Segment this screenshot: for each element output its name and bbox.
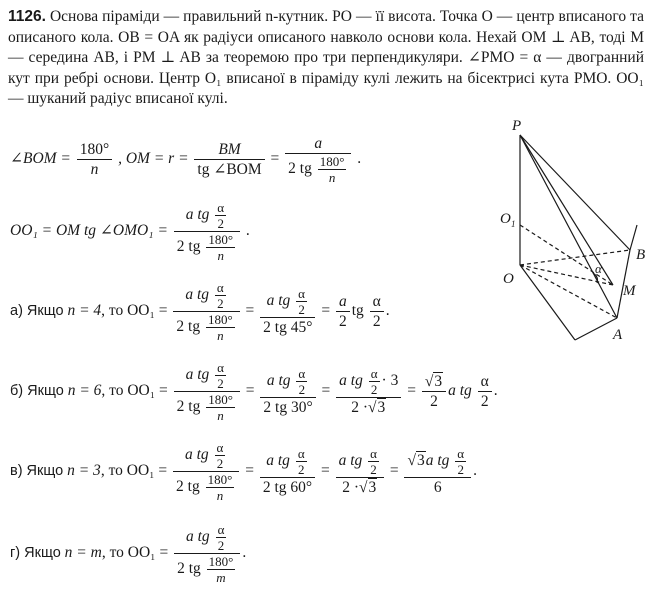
radicand: 3 [368,479,377,496]
denominator-text: 2 tg [176,238,201,256]
fraction [174,360,240,423]
small-fraction [215,360,226,391]
case-variable: n = 3 [67,462,101,480]
small-fraction [215,280,226,311]
fraction [173,280,239,343]
radicand: 3 [377,399,386,416]
equals-sign: = [270,150,280,168]
fraction [174,522,240,585]
fraction [174,200,240,263]
numerator: α [370,446,377,461]
radicand: 3 [416,452,425,470]
label-b: B [636,247,646,263]
label-o: O [503,271,514,287]
numerator: a [314,135,323,152]
small-fraction [207,554,236,585]
base-bottom [575,318,617,340]
punctuation: . [242,544,247,562]
numerator: α [216,440,224,455]
denominator: 2 [216,456,224,471]
numerator-text: a tg [266,452,290,470]
label-o1-sub: 1 [511,219,516,229]
fraction [173,440,239,503]
numerator-text: a tg [184,446,209,464]
denominator-text: 2 tg [176,318,201,336]
numerator: α [298,366,306,381]
formula-text: ∠BOM = [10,150,71,168]
fraction: a tg $\frac{\alpha}{2}$ · 3 2 ·√3 [336,366,401,417]
case-label: б) Якщо [10,383,64,400]
edge-pb [520,135,630,250]
numerator-text: a tg [338,452,363,470]
radicand: 3 [434,373,443,390]
fraction [336,292,350,331]
fraction [370,292,384,331]
denominator: 2 [217,296,224,311]
denominator: 2 [338,313,347,330]
denominator: 2 tg 45° [263,319,313,336]
numerator-text: a tg [185,206,210,224]
base-ob [520,250,630,265]
denominator-text: 2 · [351,399,369,416]
equals-sign: = [407,382,416,400]
small-fraction [296,446,307,477]
denominator: 2 [217,538,225,553]
formula-case-b [10,360,498,423]
denominator: 2 [370,382,378,397]
denominator-text: 2 tg [288,160,312,178]
numerator: 180° [77,140,112,160]
denominator-text: 2 tg [176,478,200,496]
numerator-text: a tg [266,372,291,390]
small-fraction [215,440,226,471]
numerator: α [457,446,465,461]
equals-sign: = [320,462,330,480]
numerator: α [217,522,225,537]
small-fraction [368,446,379,477]
case-label: г) Якщо [10,545,61,562]
case-label: в) Якщо [10,463,64,480]
small-fraction [296,366,307,397]
denominator: 2 [430,393,438,410]
denominator: 2 [370,462,377,477]
base-left [520,265,575,340]
function-name: tg [351,302,364,320]
formula-case-d [10,522,246,585]
denominator: 2 tg 60° [262,479,313,496]
formula-text: , OM = r = [118,150,189,168]
denominator: n [90,161,99,178]
numerator-text: a tg [425,452,450,470]
pyramid-figure [495,115,650,345]
numerator: 180° [319,154,345,169]
formula-oo1-general [10,200,250,263]
numerator: 180° [208,232,234,247]
denominator: n [216,488,224,503]
denominator: n [217,328,224,343]
equals-sign: = [245,462,254,480]
numerator-text: a tg [186,528,210,546]
formula-text: , то OO₁ = [101,382,168,400]
formula-text: a tg [448,382,472,400]
equals-sign: = [245,302,255,320]
numerator: α [370,292,384,312]
small-fraction [455,446,466,477]
fraction [285,134,351,185]
fraction [260,446,315,497]
label-m: M [623,283,636,299]
numerator-text: · 3 [381,372,399,390]
punctuation: . [357,150,362,168]
small-fraction [296,286,307,317]
formula-bom-om [10,134,361,185]
denominator: 2 [298,382,306,397]
punctuation: . [245,222,250,240]
fraction: $\frac{√3}{2}$ [422,372,446,411]
equals-sign: = [321,302,331,320]
formula-case-a [10,280,390,343]
numerator: α [216,280,224,295]
case-variable: n = 6 [67,382,102,400]
equals-sign: = [245,382,255,400]
formula-text: , то OO₁ = [101,302,168,320]
equals-sign: = [321,382,331,400]
numerator-text: a tg [339,372,363,390]
denominator: 2 [480,393,489,410]
numerator: α [478,372,492,392]
bisector-mo1 [520,225,613,285]
formula-text: OO₁ = OM tg ∠OMO₁ = [10,222,168,240]
denominator: 2 [372,313,381,330]
denominator: tg ∠BOM [197,161,262,178]
edge-pa [520,135,617,318]
label-o1: O [500,211,511,227]
numerator: BM [218,141,241,158]
equals-sign: = [389,462,399,480]
punctuation: . [473,462,477,480]
formula-text: , то OO₁ = [101,544,169,562]
small-fraction [318,154,347,185]
punctuation: . [493,382,498,400]
denominator: 2 [217,376,224,391]
fraction [260,286,315,337]
label-a: A [613,327,623,343]
formula-text: , то OO₁ = [100,462,168,480]
denominator-text: 2 · [342,479,360,496]
denominator: n [217,248,224,263]
fraction [194,140,264,179]
numerator: 180° [207,472,233,487]
denominator: 2 tg 30° [263,399,313,416]
small-fraction [369,366,380,397]
denominator: 6 [433,479,442,496]
numerator: α [297,446,305,461]
small-fraction [206,472,235,503]
numerator: α [370,366,378,381]
numerator: a [338,293,347,310]
problem-number: 1126. [8,8,46,25]
denominator: 2 [217,216,224,231]
denominator: m [216,570,226,585]
small-fraction [206,392,235,423]
small-fraction [216,522,227,553]
numerator-text: a tg [266,292,291,310]
numerator: 180° [208,554,234,569]
fraction: a tg $\frac{\alpha}{2}$ 2 ·√3 [336,446,384,497]
small-fraction [215,200,226,231]
numerator: α [217,360,224,375]
case-variable: n = 4 [67,302,102,320]
formula-case-c [10,440,477,503]
numerator: α [298,286,305,301]
numerator-text: a tg [185,366,210,384]
denominator: 2 [298,302,305,317]
numerator: 180° [207,312,233,327]
numerator: α [217,200,225,215]
problem-text [8,7,644,110]
case-label: а) Якщо [10,303,64,320]
fraction [478,372,492,411]
denominator: 2 [297,462,305,477]
denominator: n [217,408,224,423]
denominator-text: 2 tg [177,560,201,578]
small-fraction [206,312,235,343]
denominator-text: 2 tg [176,398,201,416]
small-fraction [206,232,235,263]
numerator-text: a tg [185,286,210,304]
case-variable: n = m [64,544,102,562]
label-alpha: α [595,261,602,276]
fraction [77,140,112,179]
problem-body: Основа піраміди — правильний n-кутник. PO — її висота. Точка O — центр вписаного та описаного кола. OB = OA як радіуси описаного навколо основи кола. Нехай OM ⊥ AB, тоді M — середина AB, і PM ⊥ AB за теоремою про три перпендикуляри. ∠PMO = α — двогранний кут при ребрі основи. Центр O₁ вписаної в піраміду кулі лежить на бісектрисі кута PMO. OO₁ — шуканий радіус вписаної кулі. [8,8,645,108]
denominator: n [328,170,336,185]
fraction [260,366,315,417]
label-p: P [512,118,522,134]
numerator: 180° [208,392,233,407]
denominator: 2 [457,462,464,477]
punctuation: . [385,302,390,320]
fraction: √3a tg $\frac{\alpha}{2}$ 6 [404,446,471,497]
